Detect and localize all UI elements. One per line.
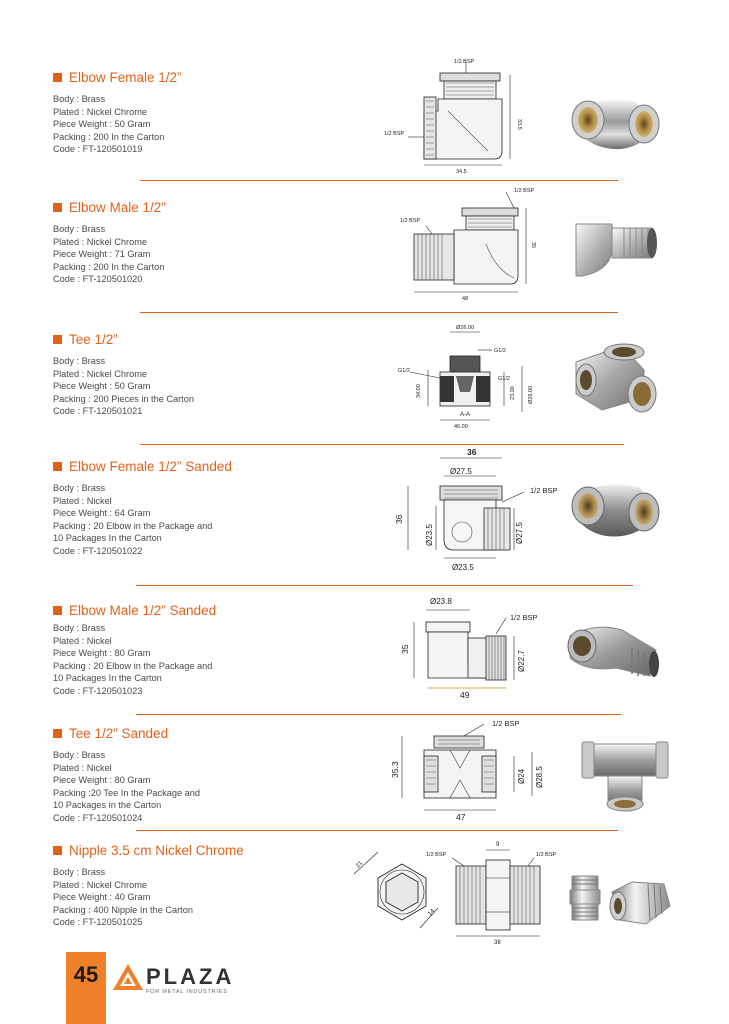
svg-text:1/2 BSP: 1/2 BSP bbox=[492, 719, 520, 728]
product-photo bbox=[566, 620, 666, 682]
svg-text:47: 47 bbox=[456, 812, 466, 822]
svg-text:14: 14 bbox=[427, 908, 437, 918]
svg-text:1/2 BSP: 1/2 BSP bbox=[536, 852, 557, 858]
product-title: Nipple 3.5 cm Nickel Chrome bbox=[53, 843, 353, 858]
product-specs: Body : Brass Plated : Nickel Chrome Piece Weight : 71 Gram Packing : 200 In the Carton Code : FT-120501020 bbox=[53, 224, 165, 285]
product-title: Tee 1/2” Sanded bbox=[53, 726, 353, 741]
svg-text:38: 38 bbox=[494, 940, 501, 946]
product-tee bbox=[53, 332, 353, 418]
svg-text:1/2 BSP: 1/2 BSP bbox=[426, 852, 447, 858]
product-specs: Body : Brass Plated : Nickel Piece Weight : 80 Gram Packing :20 Tee In the Package and 10 Packages in the Carton Code : FT-120501024 bbox=[53, 750, 200, 823]
bullet-square-icon bbox=[53, 73, 62, 82]
technical-drawing bbox=[396, 184, 556, 306]
bullet-square-icon bbox=[53, 729, 62, 738]
bullet-square-icon bbox=[53, 203, 62, 212]
product-photo bbox=[566, 870, 676, 930]
product-specs: Body : Brass Plated : Nickel Chrome Piece Weight : 50 Gram Packing : 200 In the Carton Code : FT-120501019 bbox=[53, 94, 165, 155]
svg-text:23.00: 23.00 bbox=[510, 386, 516, 400]
svg-text:Ø28.5: Ø28.5 bbox=[535, 766, 544, 788]
svg-text:1/2 BSP: 1/2 BSP bbox=[400, 218, 421, 224]
svg-text:36: 36 bbox=[394, 514, 404, 524]
svg-text:46.00: 46.00 bbox=[454, 424, 468, 430]
product-elbow-male-sanded bbox=[53, 603, 353, 698]
svg-text:1/2 BSP: 1/2 BSP bbox=[384, 131, 405, 137]
svg-text:35: 35 bbox=[530, 242, 536, 249]
product-nipple bbox=[53, 843, 353, 929]
svg-text:49: 49 bbox=[460, 690, 470, 700]
brand-tagline: FOR METAL INDUSTRIES bbox=[146, 989, 228, 995]
section-divider bbox=[136, 714, 621, 715]
section-divider bbox=[140, 312, 618, 313]
technical-drawing bbox=[374, 320, 554, 436]
page-number: 45 bbox=[73, 962, 99, 987]
product-title: Elbow Male 1/2” bbox=[53, 200, 353, 215]
svg-text:Ø23.5: Ø23.5 bbox=[425, 524, 434, 546]
product-elbow-female-sanded bbox=[53, 459, 353, 558]
product-specs: Body : Brass Plated : Nickel Chrome Piece Weight : 50 Gram Packing : 200 Pieces in the Carton Code : FT-120501021 bbox=[53, 356, 194, 417]
product-photo bbox=[572, 214, 662, 284]
product-title: Elbow Female 1/2” Sanded bbox=[53, 459, 353, 474]
svg-text:1/2 BSP: 1/2 BSP bbox=[514, 188, 535, 194]
svg-text:35: 35 bbox=[400, 644, 410, 654]
product-specs: Body : Brass Plated : Nickel Piece Weight : 80 Gram Packing : 20 Elbow in the Package and 10 Packages In the Carton Code : FT-120501023 bbox=[53, 623, 213, 696]
product-photo bbox=[566, 88, 666, 158]
svg-text:G1/2: G1/2 bbox=[498, 376, 510, 382]
svg-text:21: 21 bbox=[355, 860, 365, 870]
svg-text:Ø24: Ø24 bbox=[517, 768, 526, 784]
bullet-square-icon bbox=[53, 846, 62, 855]
section-divider bbox=[140, 444, 624, 445]
svg-text:G1/2: G1/2 bbox=[398, 368, 410, 374]
product-tee-sanded bbox=[53, 726, 353, 825]
product-photo bbox=[578, 738, 672, 814]
svg-text:36: 36 bbox=[467, 447, 477, 457]
product-elbow-male bbox=[53, 200, 353, 286]
section-divider bbox=[136, 830, 618, 831]
product-title: Tee 1/2” bbox=[53, 332, 353, 347]
bullet-square-icon bbox=[53, 606, 62, 615]
product-specs: Body : Brass Plated : Nickel Piece Weight : 64 Gram Packing : 20 Elbow in the Package and 10 Packages In the Carton Code : FT-120501022 bbox=[53, 483, 213, 556]
technical-drawing bbox=[348, 838, 568, 948]
svg-text:35.3: 35.3 bbox=[390, 761, 400, 778]
svg-text:Ø22.7: Ø22.7 bbox=[517, 650, 526, 672]
svg-text:Ø27.5: Ø27.5 bbox=[450, 467, 472, 476]
bullet-square-icon bbox=[53, 335, 62, 344]
svg-text:1/2 BSP: 1/2 BSP bbox=[454, 59, 475, 65]
product-elbow-female bbox=[53, 70, 353, 156]
svg-text:48: 48 bbox=[462, 296, 469, 302]
product-specs: Body : Brass Plated : Nickel Chrome Piece Weight : 40 Gram Packing : 400 Nipple In the Carton Code : FT-120501025 bbox=[53, 867, 193, 928]
product-photo bbox=[572, 342, 672, 420]
svg-text:Ø23.8: Ø23.8 bbox=[430, 597, 452, 606]
product-title: Elbow Female 1/2” bbox=[53, 70, 353, 85]
section-divider bbox=[140, 180, 618, 181]
svg-text:1/2 BSP: 1/2 BSP bbox=[510, 613, 538, 622]
product-title: Elbow Male 1/2” Sanded bbox=[53, 603, 353, 618]
svg-text:9: 9 bbox=[496, 842, 500, 848]
svg-text:34.00: 34.00 bbox=[416, 384, 422, 398]
svg-text:Ø27.5: Ø27.5 bbox=[515, 522, 524, 544]
technical-drawing bbox=[390, 446, 570, 576]
svg-text:Ø26.00: Ø26.00 bbox=[528, 385, 534, 404]
plaza-logo-icon bbox=[112, 962, 144, 992]
technical-drawing bbox=[388, 716, 558, 828]
brand-name: PLAZA bbox=[146, 964, 235, 989]
technical-drawing bbox=[378, 55, 558, 175]
technical-drawing bbox=[396, 592, 566, 702]
svg-text:1/2 BSP: 1/2 BSP bbox=[530, 486, 558, 495]
svg-text:G1/2: G1/2 bbox=[494, 348, 506, 354]
svg-text:A-A: A-A bbox=[460, 412, 471, 418]
product-photo bbox=[566, 476, 666, 546]
svg-text:Ø26.00: Ø26.00 bbox=[456, 325, 475, 331]
svg-text:Ø23.5: Ø23.5 bbox=[452, 563, 474, 572]
section-divider bbox=[136, 585, 633, 586]
bullet-square-icon bbox=[53, 462, 62, 471]
svg-text:33.5: 33.5 bbox=[516, 119, 522, 130]
svg-text:34.5: 34.5 bbox=[456, 169, 467, 175]
